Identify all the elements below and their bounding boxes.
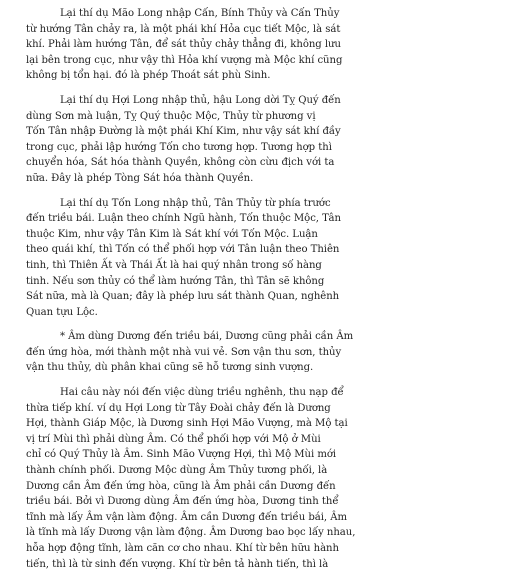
text-line: Hợi, thành Giáp Mộc, là Dương sinh Hợi Mão Vượng, mà Mộ tại [26,418,348,430]
text-line: thuộc Kim, như vậy Tân Kim là Sát khí với Tốn Mộc. Luận [26,228,318,240]
text-line: thành chính phối. Dương Mộc dùng Âm Thủy tương phối, là [26,465,328,477]
text-line: Tốn Tân nhập Đường là một phái Khí Kim, như vậy sát khí đầy [26,126,341,138]
text-line: thừa tiếp khí. ví dụ Hợi Long từ Tây Đoài chảy đến là Dương [26,402,331,414]
text-line: Lại thí dụ Mão Long nhập Cấn, Bính Thủy và Cấn Thủy [60,8,340,19]
text-line: theo quái khí, thì Tốn có thể phối hợp với Tân luận theo Thiên [26,244,340,256]
text-line: vận thu thủy, dù phân khai cũng sẽ hỗ tương sinh vượng. [26,362,314,374]
text-line: lại bên trong cục, như vậy thì Hỏa khí vượng mà Mộc khí cũng [26,54,343,66]
paragraph-1 [26,6,490,84]
text-line: triều bái. Bởi vì Dương dùng Âm đến ứng hòa, Dương tinh thể [26,496,339,508]
text-line: từ hướng Tân chảy ra, là một phái khí Hỏa cục tiết Mộc, là sát [26,23,341,35]
text-line: khí. Phải làm hướng Tân, để sát thủy chảy thẳng đi, không lưu [26,39,341,51]
paragraph-5 [26,385,490,572]
text-line: Hai câu này nói đến việc dùng triều nghênh, thu nạp để [60,387,344,399]
text-line: * Âm dùng Dương đến triều bái, Dương cũng phải cần Âm [60,331,354,343]
text-line: dùng Sơn mà luận, Tỵ Quý thuộc Mộc, Thủy từ phương vị [26,110,316,122]
text-line: tiến, thì là từ sinh đến vượng. Khí từ bên tả hành tiến, thì là [26,558,329,570]
text-line: vị trí Mùi thì phải dùng Âm. Có thể phối hợp với Mộ ở Mùi [26,433,321,445]
text-line: trong cục, phải lập hướng Tốn cho tương hợp. Tương hợp thì [26,141,332,153]
text-line: nữa. Đây là phép Tòng Sát hóa thành Quyền. [26,172,254,184]
paragraph-2 [26,93,490,187]
text-line: tĩnh mà lấy Âm vận làm động. Âm cần Dương đến triều bái, Âm [26,511,347,523]
text-line: tinh. Nếu sơn thủy có thể làm hướng Tân, thì Tân sẽ không [26,275,325,287]
text-line: Dương cần Âm đến ứng hòa, cũng là Âm phải cần Dương đến [26,480,336,492]
text-line: tinh, thì Thiên Ất và Thái Ất là hai quý nhân trong số hàng [26,259,322,271]
text-line: Quan tựu Lộc. [26,306,98,318]
text-line: Lại thí dụ Hợi Long nhập thủ, hậu Long dời Tỵ Quý đến [60,94,341,106]
text-line: đến triều bái. Luận theo chính Ngũ hành, Tốn thuộc Mộc, Tân [26,213,341,225]
text-line: đến ứng hòa, mới thành một nhà vui vẻ. Sơn vận thu sơn, thủy [26,346,342,358]
paragraph-4-verse [26,329,490,376]
text-line: Sát nữa, mà là Quan; đây là phép lưu sát thành Quan, nghênh [26,291,340,303]
text-line: không bị tổn hại. đó là phép Thoát sát phù Sinh. [26,70,271,82]
text-line: chuyển hóa, Sát hóa thành Quyền, không còn cừu địch với ta [26,157,335,169]
text-line: hỗa hợp động tĩnh, làm căn cơ cho nhau. Khí từ bên hữu hành [26,543,339,554]
body-text [26,6,490,572]
text-line: Lại thí dụ Tốn Long nhập thủ, Tân Thủy từ phía trước [60,197,331,209]
text-line: là tĩnh mà lấy Dương vận làm động. Âm Dương bao bọc lấy nhau, [26,527,356,539]
text-line: chỉ có Quý Thủy là Âm. Sinh Mão Vượng Hợi, thì Mộ Mùi mới [26,449,337,461]
paragraph-3 [26,196,490,321]
